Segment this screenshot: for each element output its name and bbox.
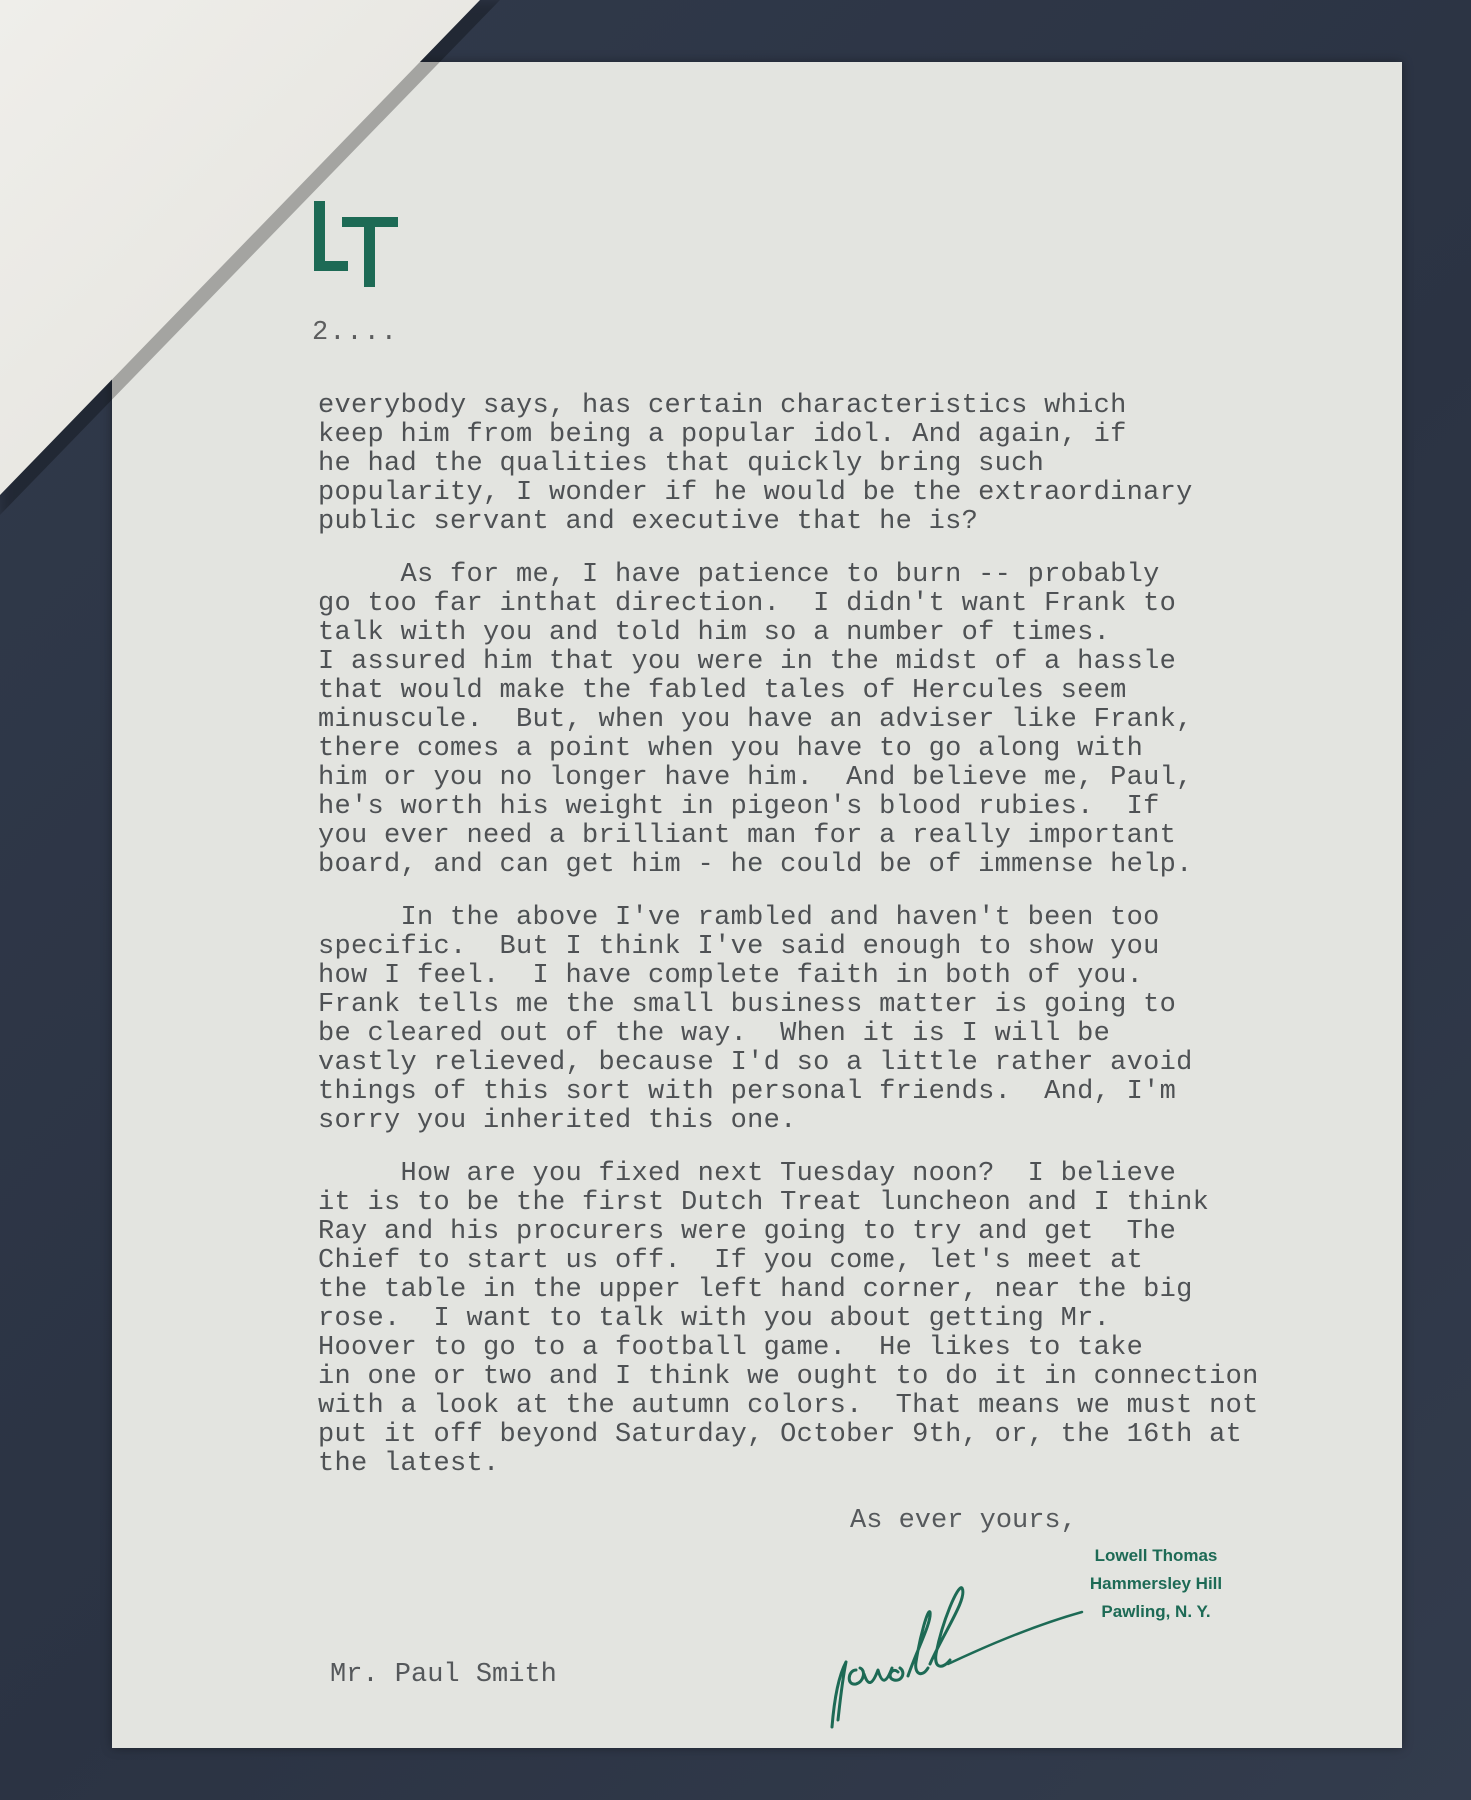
- letterhead-city: Pawling, N. Y.: [1101, 1602, 1211, 1621]
- paragraph-3: In the above I've rambled and haven't been too specific. But I think I've said enough to show you how I feel. I have complete faith in both of you. Frank tells me the small business matter is going to be cleared out of the way. When it is I will be vastly relieved, because I'd so a little rather avoid things of this sort with personal friends. And, I'm sorry you inherited this one.: [318, 903, 1193, 1136]
- recipient-name: Mr. Paul Smith: [330, 1660, 557, 1690]
- lt-monogram-logo: [310, 191, 400, 291]
- letter-page: [112, 62, 1402, 1748]
- handwritten-signature: [812, 1552, 1092, 1732]
- letterhead-address: [1076, 1542, 1236, 1626]
- paragraph-2: As for me, I have patience to burn -- probably go too far inthat direction. I didn't want Frank to talk with you and told him so a number of times. I assured him that you were in the midst of a hassle that would make the fabled tales of Hercules seem minuscule. But, when you have an adviser like Frank, there comes a point when you have to go along with him or you no longer have him. And believe me, Paul, he's worth his weight in pigeon's blood rubies. If you ever need a brilliant man for a really important board, and can get him - he could be of immense help.: [318, 560, 1193, 880]
- page-number: 2....: [312, 318, 399, 348]
- letter-body: [318, 392, 1278, 1503]
- closing-line: As ever yours,: [850, 1506, 1077, 1536]
- paragraph-4: How are you fixed next Tuesday noon? I believe it is to be the first Dutch Treat luncheon and I think Ray and his procurers were going to try and get The Chief to start us off. If you come, let's meet at the table in the upper left hand corner, near the big rose. I want to talk with you about getting Mr. Hoover to go to a football game. He likes to take in one or two and I think we ought to do it in connection with a look at the autumn colors. That means we must not put it off beyond Saturday, October 9th, or, the 16th at the latest.: [318, 1159, 1259, 1479]
- letterhead-name: Lowell Thomas: [1094, 1546, 1218, 1565]
- letterhead-street: Hammersley Hill: [1089, 1574, 1223, 1593]
- paragraph-1: everybody says, has certain characteristics which keep him from being a popular idol. And again, if he had the qualities that quickly bring such popularity, I wonder if he would be the extraordinary public servant and executive that he is?: [318, 391, 1193, 537]
